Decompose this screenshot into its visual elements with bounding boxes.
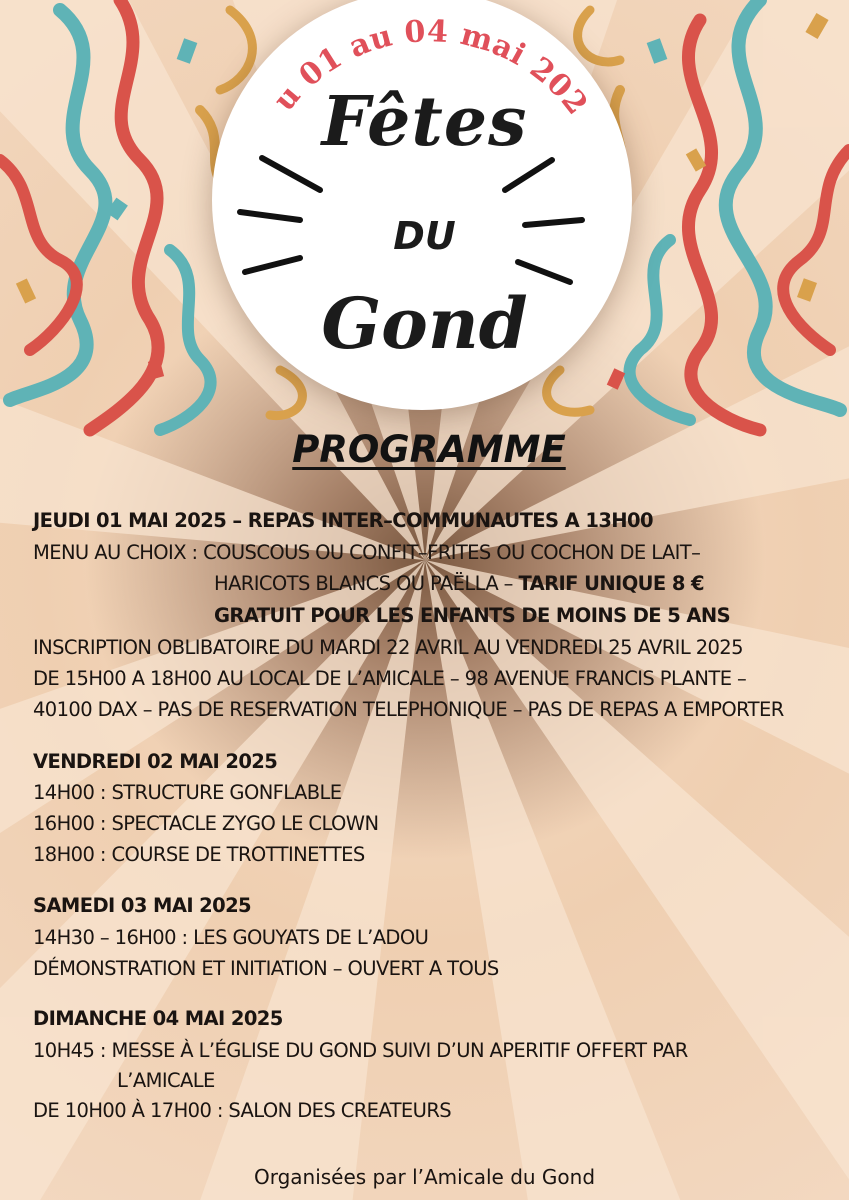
programme-heading: PROGRAMME (292, 428, 566, 471)
sunday-item: 10H45 : MESSE À L’ÉGLISE DU GOND SUIVI D’UN APERITIF OFFERT PAR (33, 1039, 688, 1062)
friday-heading: VENDREDI 02 MAI 2025 (33, 750, 278, 773)
sunday-item-continued: L’AMICALE (117, 1069, 215, 1092)
saturday-item: DÉMONSTRATION ET INITIATION – OUVERT A TOUS (33, 957, 499, 980)
saturday-item: 14H30 – 16H00 : LES GOUYATS DE L’ADOU (33, 926, 429, 949)
reservation-info: 40100 DAX – PAS DE RESERVATION TELEPHONIQUE – PAS DE REPAS A EMPORTER (33, 698, 784, 721)
thursday-menu-line2 (214, 572, 704, 595)
saturday-heading: SAMEDI 03 MAI 2025 (33, 894, 252, 917)
friday-item: 16H00 : SPECTACLE ZYGO LE CLOWN (33, 812, 379, 835)
title-du: DU (393, 214, 456, 258)
registration-info: INSCRIPTION OBLIBATOIRE DU MARDI 22 AVRIL AU VENDREDI 25 AVRIL 2025 (33, 636, 743, 659)
tarif: TARIF UNIQUE 8 € (518, 572, 704, 595)
title-gond: Gond (321, 282, 528, 365)
sunday-item: DE 10H00 À 17H00 : SALON DES CREATEURS (33, 1099, 452, 1122)
menu-options: HARICOTS BLANCS OU PAËLLA – (214, 572, 513, 595)
date-range: u 01 au 04 mai 202 (266, 14, 595, 122)
thursday-menu-line1: MENU AU CHOIX : COUSCOUS OU CONFIT–FRITES OU COCHON DE LAIT– (33, 541, 701, 564)
friday-item: 14H00 : STRUCTURE GONFLABLE (33, 781, 342, 804)
sunday-heading: DIMANCHE 04 MAI 2025 (33, 1007, 283, 1030)
thursday-heading: JEUDI 01 MAI 2025 – REPAS INTER–COMMUNAUTES A 13H00 (33, 509, 653, 532)
friday-item: 18H00 : COURSE DE TROTTINETTES (33, 843, 365, 866)
organizer-footer: Organisées par l’Amicale du Gond (253, 1165, 596, 1189)
location-info: DE 15H00 A 18H00 AU LOCAL DE L’AMICALE – 98 AVENUE FRANCIS PLANTE – (33, 667, 747, 690)
title-fetes: Fêtes (321, 82, 528, 162)
free-for-children: GRATUIT POUR LES ENFANTS DE MOINS DE 5 ANS (214, 604, 731, 627)
